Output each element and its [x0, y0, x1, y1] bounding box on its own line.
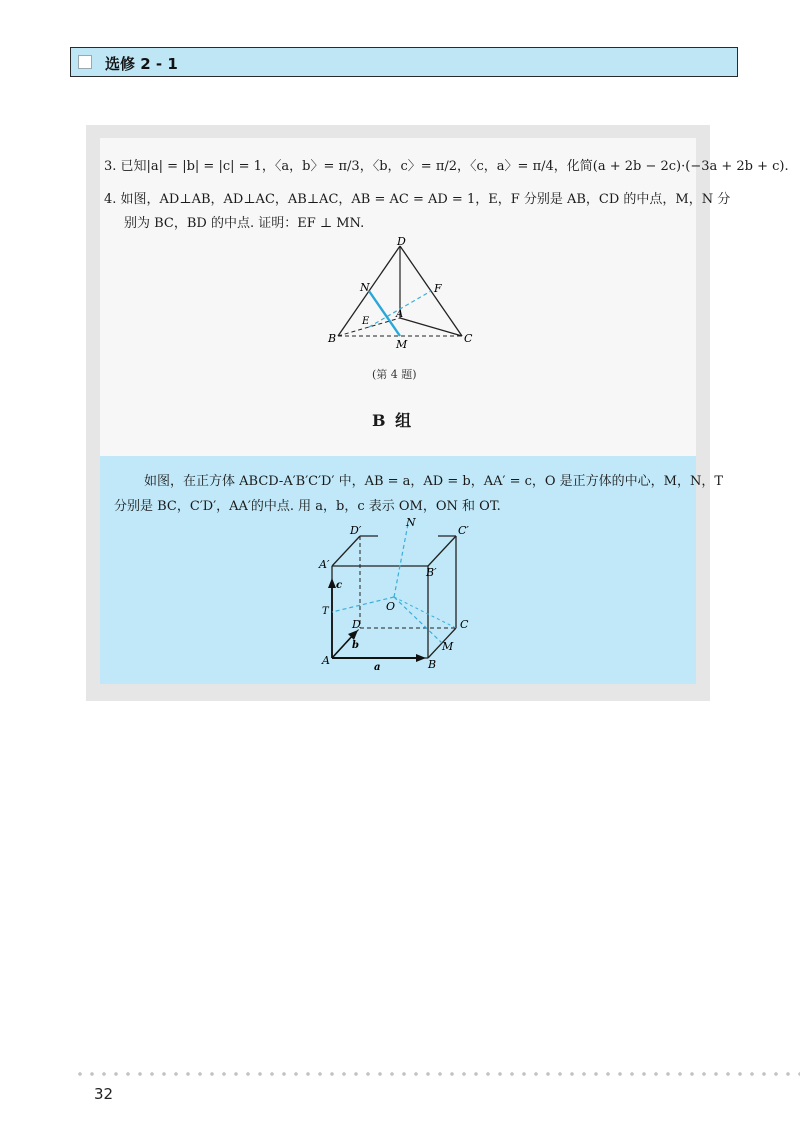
label-m: M: [442, 640, 454, 653]
problem-4-line-1: 4. 如图，AD⊥AB，AD⊥AC，AB⊥AC，AB = AC = AD = 1，E，F 分别是 AB，CD 的中点，M，N 分: [104, 192, 731, 207]
label-m: M: [396, 338, 408, 351]
label-a: A: [322, 654, 330, 667]
page-number: 32: [94, 1085, 114, 1103]
segment-on: [394, 524, 408, 597]
footer-dotted-rule: [74, 1071, 800, 1077]
group-b-line-2: 分别是 BC，C′D′，AA′的中点. 用 a，b，c 表示 OM，ON 和 OT.: [114, 499, 501, 514]
label-d1: D′: [350, 524, 362, 537]
label-c1: C′: [458, 524, 469, 537]
label-b-vector: b: [352, 640, 359, 651]
problem-4-line-2: 别为 BC，BD 的中点. 证明：EF ⊥ MN.: [124, 216, 365, 231]
segment-om: [394, 597, 442, 643]
label-c-vector: c: [336, 580, 343, 591]
vector-a-arrow-icon: [416, 654, 426, 662]
edge-ac: [400, 318, 462, 336]
section-title: 选修 2 - 1: [105, 55, 178, 73]
label-f: F: [434, 282, 442, 295]
label-c: C: [464, 332, 473, 345]
label-d: D: [397, 236, 406, 248]
segment-ot: [332, 597, 394, 612]
label-o: O: [386, 600, 396, 613]
edge-b1c1: [428, 536, 456, 566]
edge-a1d1: [332, 536, 360, 566]
header-square-icon: [78, 55, 92, 69]
tetrahedron-figure: [320, 236, 480, 354]
segment-oc: [394, 597, 456, 628]
label-n: N: [406, 518, 416, 529]
label-n: N: [360, 281, 370, 294]
vector-c-arrow-icon: [328, 578, 336, 588]
group-b-title: B 组: [372, 411, 414, 430]
problem-3: 3. 已知|a| = |b| = |c| = 1，〈a，b〉= π/3，〈b，c〉= π/2，〈c，a〉= π/4，化简(a + 2b − 2c)·(−3a + 2b + c).: [104, 159, 789, 174]
group-b-line-1: 如图，在正方体 ABCD-A′B′C′D′ 中，AB = a，AD = b，AA′ = c，O 是正方体的中心，M，N，T: [144, 474, 724, 489]
label-b: B: [328, 332, 337, 345]
label-a1: A′: [319, 558, 330, 571]
section-header: [70, 47, 738, 77]
label-b: B: [428, 658, 437, 671]
figure-caption: (第 4 题): [372, 368, 417, 381]
cube-figure: [318, 518, 498, 674]
label-d: D: [352, 618, 361, 631]
label-e: E: [362, 316, 370, 327]
label-a: A: [396, 309, 404, 320]
label-a-vector: a: [374, 662, 381, 673]
label-t: T: [322, 606, 329, 617]
label-c: C: [460, 618, 469, 631]
label-b1: B′: [426, 566, 437, 579]
vector-b: [332, 634, 354, 658]
